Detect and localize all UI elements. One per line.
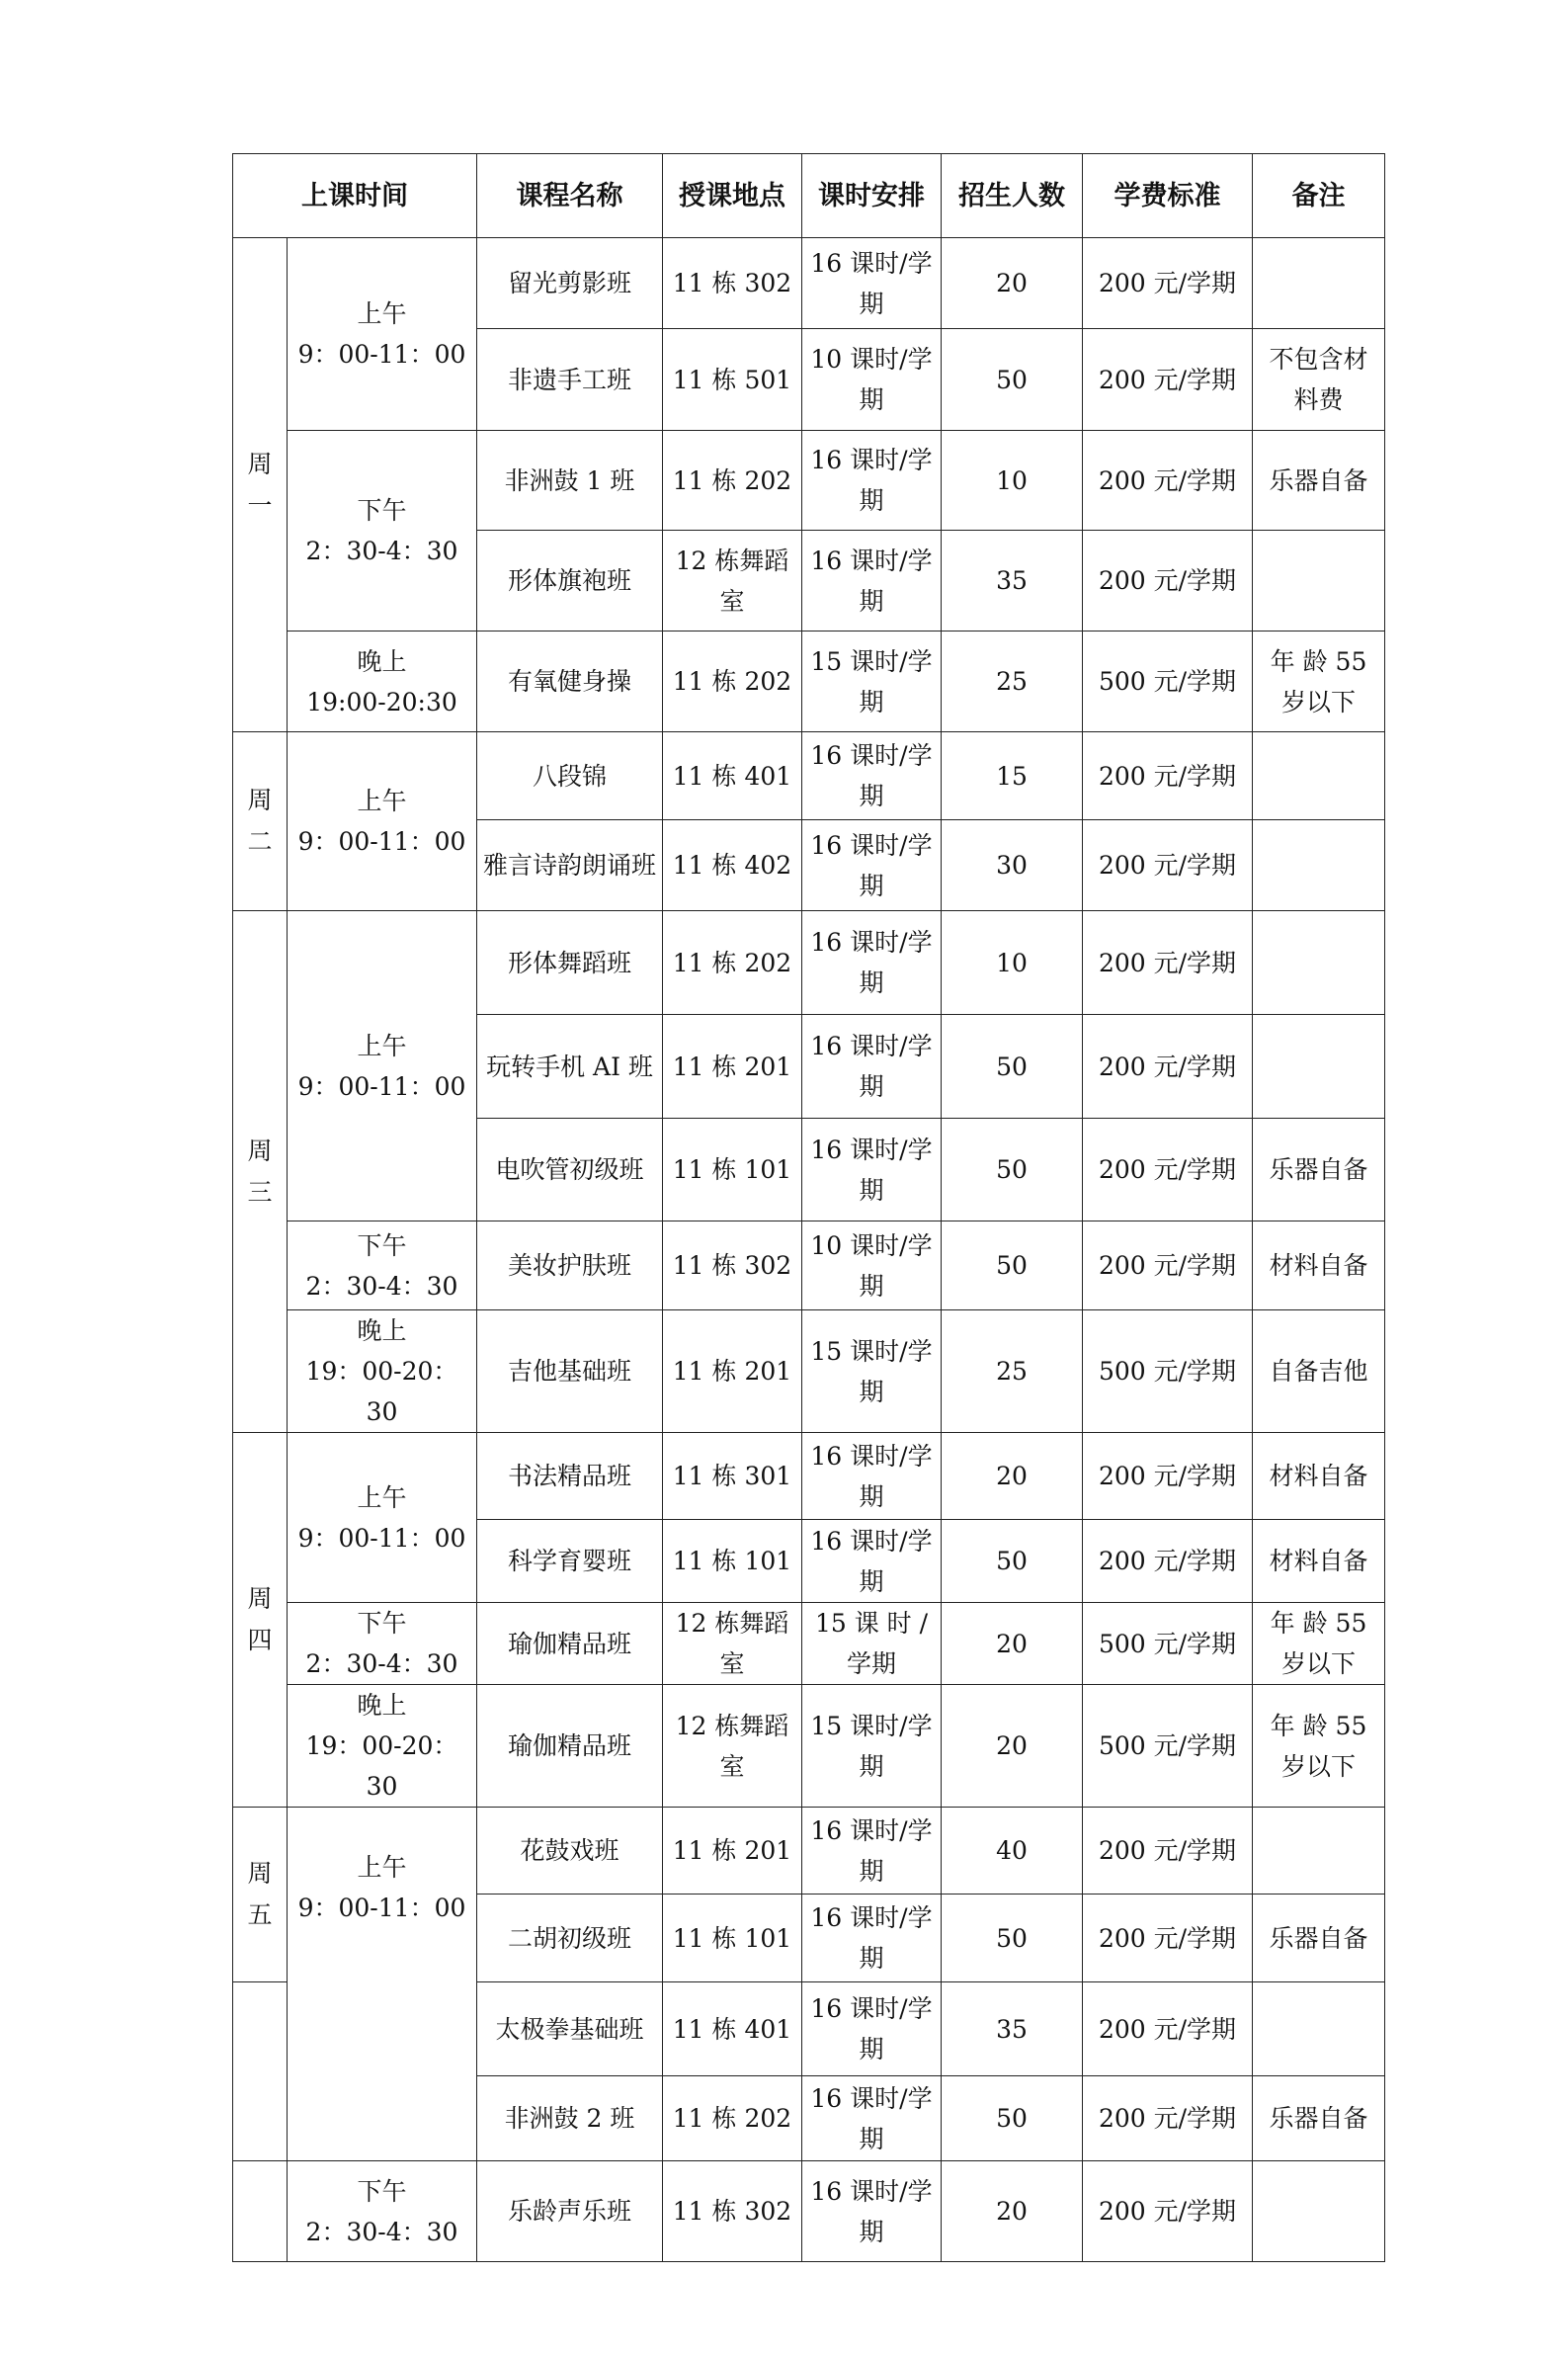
time-slot-cell: 下午 2：30-4：30 xyxy=(288,1221,477,1310)
hours-cell: 15 课 时 /学期 xyxy=(802,1603,942,1685)
course-name-cell: 瑜伽精品班 xyxy=(477,1603,663,1685)
header-count: 招生人数 xyxy=(942,154,1083,238)
course-name-cell: 玩转手机 AI 班 xyxy=(477,1015,663,1119)
day-cell-tuesday: 周 二 xyxy=(233,732,288,911)
note-cell: 年 龄 55 岁以下 xyxy=(1253,632,1385,732)
fee-cell: 200 元/学期 xyxy=(1083,820,1253,911)
course-name-cell: 太极拳基础班 xyxy=(477,1982,663,2076)
table-row xyxy=(233,238,1385,329)
time-slot-cell: 上午 9：00-11：00 xyxy=(288,1433,477,1603)
note-cell xyxy=(1253,1982,1385,2076)
course-name-cell: 留光剪影班 xyxy=(477,238,663,329)
time-slot-cell: 下午 2：30-4：30 xyxy=(288,2161,477,2262)
table-row xyxy=(233,911,1385,1015)
location-cell: 11 栋 202 xyxy=(663,431,802,531)
note-cell: 年 龄 55 岁以下 xyxy=(1253,1603,1385,1685)
enrollment-cell: 10 xyxy=(942,431,1083,531)
hours-cell: 16 课时/学期 xyxy=(802,1433,942,1520)
table-row xyxy=(233,632,1385,732)
hours-cell: 16 课时/学期 xyxy=(802,2161,942,2262)
hours-cell: 16 课时/学期 xyxy=(802,820,942,911)
fee-cell: 200 元/学期 xyxy=(1083,732,1253,820)
location-cell: 11 栋 101 xyxy=(663,1895,802,1982)
note-cell: 材料自备 xyxy=(1253,1520,1385,1603)
hours-cell: 16 课时/学期 xyxy=(802,1895,942,1982)
course-name-cell: 书法精品班 xyxy=(477,1433,663,1520)
day-cell-empty xyxy=(233,1982,288,2161)
course-name-cell: 二胡初级班 xyxy=(477,1895,663,1982)
enrollment-cell: 40 xyxy=(942,1808,1083,1895)
header-row xyxy=(233,154,1385,238)
table-row xyxy=(233,431,1385,531)
location-cell: 11 栋 201 xyxy=(663,1808,802,1895)
hours-cell: 16 课时/学期 xyxy=(802,2076,942,2161)
location-cell: 11 栋 302 xyxy=(663,238,802,329)
location-cell: 11 栋 501 xyxy=(663,329,802,431)
location-cell: 11 栋 101 xyxy=(663,1520,802,1603)
enrollment-cell: 25 xyxy=(942,632,1083,732)
location-cell: 11 栋 401 xyxy=(663,1982,802,2076)
note-cell xyxy=(1253,1015,1385,1119)
day-cell-monday: 周 一 xyxy=(233,238,288,732)
enrollment-cell: 20 xyxy=(942,1603,1083,1685)
location-cell: 11 栋 302 xyxy=(663,1221,802,1310)
table-row xyxy=(233,1433,1385,1520)
enrollment-cell: 50 xyxy=(942,329,1083,431)
fee-cell: 200 元/学期 xyxy=(1083,1808,1253,1895)
day-cell-friday: 周 五 xyxy=(233,1808,288,1982)
note-cell: 自备吉他 xyxy=(1253,1310,1385,1433)
enrollment-cell: 20 xyxy=(942,1685,1083,1808)
hours-cell: 16 课时/学期 xyxy=(802,732,942,820)
location-cell: 11 栋 202 xyxy=(663,2076,802,2161)
table-row xyxy=(233,1685,1385,1808)
header-time: 上课时间 xyxy=(233,154,477,238)
hours-cell: 15 课时/学期 xyxy=(802,632,942,732)
fee-cell: 200 元/学期 xyxy=(1083,911,1253,1015)
time-slot-cell: 晚上 19：00-20：30 xyxy=(288,1310,477,1433)
location-cell: 11 栋 302 xyxy=(663,2161,802,2262)
time-slot-cell: 上午 9：00-11：00 xyxy=(288,1808,477,2161)
fee-cell: 500 元/学期 xyxy=(1083,632,1253,732)
location-cell: 12 栋舞蹈室 xyxy=(663,1603,802,1685)
time-slot-cell: 下午 2：30-4：30 xyxy=(288,1603,477,1685)
location-cell: 11 栋 202 xyxy=(663,911,802,1015)
location-cell: 11 栋 401 xyxy=(663,732,802,820)
enrollment-cell: 50 xyxy=(942,2076,1083,2161)
course-name-cell: 非洲鼓 2 班 xyxy=(477,2076,663,2161)
enrollment-cell: 50 xyxy=(942,1015,1083,1119)
fee-cell: 500 元/学期 xyxy=(1083,1603,1253,1685)
day-cell-thursday: 周 四 xyxy=(233,1433,288,1808)
course-name-cell: 雅言诗韵朗诵班 xyxy=(477,820,663,911)
course-name-cell: 形体旗袍班 xyxy=(477,531,663,632)
hours-cell: 16 课时/学期 xyxy=(802,238,942,329)
note-cell xyxy=(1253,732,1385,820)
hours-cell: 16 课时/学期 xyxy=(802,1520,942,1603)
course-name-cell: 吉他基础班 xyxy=(477,1310,663,1433)
fee-cell: 500 元/学期 xyxy=(1083,1685,1253,1808)
table-row xyxy=(233,1310,1385,1433)
enrollment-cell: 50 xyxy=(942,1520,1083,1603)
table-row xyxy=(233,1221,1385,1310)
fee-cell: 200 元/学期 xyxy=(1083,329,1253,431)
fee-cell: 200 元/学期 xyxy=(1083,238,1253,329)
hours-cell: 15 课时/学期 xyxy=(802,1310,942,1433)
time-slot-cell: 下午 2：30-4：30 xyxy=(288,431,477,632)
enrollment-cell: 35 xyxy=(942,531,1083,632)
course-name-cell: 瑜伽精品班 xyxy=(477,1685,663,1808)
hours-cell: 16 课时/学期 xyxy=(802,1015,942,1119)
fee-cell: 200 元/学期 xyxy=(1083,1982,1253,2076)
note-cell: 乐器自备 xyxy=(1253,431,1385,531)
time-slot-cell: 上午 9：00-11：00 xyxy=(288,732,477,911)
note-cell: 材料自备 xyxy=(1253,1221,1385,1310)
hours-cell: 10 课时/学期 xyxy=(802,1221,942,1310)
location-cell: 11 栋 402 xyxy=(663,820,802,911)
enrollment-cell: 30 xyxy=(942,820,1083,911)
hours-cell: 15 课时/学期 xyxy=(802,1685,942,1808)
hours-cell: 10 课时/学期 xyxy=(802,329,942,431)
course-name-cell: 非洲鼓 1 班 xyxy=(477,431,663,531)
note-cell: 乐器自备 xyxy=(1253,2076,1385,2161)
fee-cell: 200 元/学期 xyxy=(1083,1119,1253,1221)
table-row xyxy=(233,732,1385,820)
course-name-cell: 电吹管初级班 xyxy=(477,1119,663,1221)
fee-cell: 200 元/学期 xyxy=(1083,2161,1253,2262)
header-note: 备注 xyxy=(1253,154,1385,238)
enrollment-cell: 50 xyxy=(942,1119,1083,1221)
note-cell: 不包含材料费 xyxy=(1253,329,1385,431)
enrollment-cell: 35 xyxy=(942,1982,1083,2076)
enrollment-cell: 20 xyxy=(942,2161,1083,2262)
course-name-cell: 形体舞蹈班 xyxy=(477,911,663,1015)
header-place: 授课地点 xyxy=(663,154,802,238)
hours-cell: 16 课时/学期 xyxy=(802,911,942,1015)
course-name-cell: 非遗手工班 xyxy=(477,329,663,431)
note-cell xyxy=(1253,531,1385,632)
enrollment-cell: 10 xyxy=(942,911,1083,1015)
fee-cell: 200 元/学期 xyxy=(1083,1895,1253,1982)
note-cell xyxy=(1253,238,1385,329)
fee-cell: 200 元/学期 xyxy=(1083,1221,1253,1310)
header-fee: 学费标准 xyxy=(1083,154,1253,238)
fee-cell: 200 元/学期 xyxy=(1083,531,1253,632)
table-row xyxy=(233,1808,1385,1895)
course-name-cell: 八段锦 xyxy=(477,732,663,820)
day-cell-empty xyxy=(233,2161,288,2262)
fee-cell: 200 元/学期 xyxy=(1083,431,1253,531)
day-cell-wednesday: 周 三 xyxy=(233,911,288,1433)
location-cell: 11 栋 201 xyxy=(663,1310,802,1433)
course-name-cell: 科学育婴班 xyxy=(477,1520,663,1603)
location-cell: 11 栋 101 xyxy=(663,1119,802,1221)
header-course: 课程名称 xyxy=(477,154,663,238)
hours-cell: 16 课时/学期 xyxy=(802,531,942,632)
fee-cell: 200 元/学期 xyxy=(1083,2076,1253,2161)
course-schedule-table xyxy=(232,153,1385,2262)
course-name-cell: 美妆护肤班 xyxy=(477,1221,663,1310)
header-hours: 课时安排 xyxy=(802,154,942,238)
note-cell: 材料自备 xyxy=(1253,1433,1385,1520)
schedule-body xyxy=(233,238,1385,2262)
time-slot-cell: 晚上 19:00-20:30 xyxy=(288,632,477,732)
note-cell xyxy=(1253,911,1385,1015)
note-cell xyxy=(1253,2161,1385,2262)
note-cell: 乐器自备 xyxy=(1253,1119,1385,1221)
time-slot-cell: 上午 9：00-11：00 xyxy=(288,238,477,431)
location-cell: 12 栋舞蹈室 xyxy=(663,1685,802,1808)
fee-cell: 200 元/学期 xyxy=(1083,1433,1253,1520)
location-cell: 11 栋 202 xyxy=(663,632,802,732)
note-cell: 乐器自备 xyxy=(1253,1895,1385,1982)
time-slot-cell: 晚上 19：00-20：30 xyxy=(288,1685,477,1808)
enrollment-cell: 20 xyxy=(942,1433,1083,1520)
enrollment-cell: 50 xyxy=(942,1221,1083,1310)
course-name-cell: 有氧健身操 xyxy=(477,632,663,732)
fee-cell: 200 元/学期 xyxy=(1083,1520,1253,1603)
time-slot-cell: 上午 9：00-11：00 xyxy=(288,911,477,1221)
fee-cell: 200 元/学期 xyxy=(1083,1015,1253,1119)
hours-cell: 16 课时/学期 xyxy=(802,1808,942,1895)
hours-cell: 16 课时/学期 xyxy=(802,1119,942,1221)
note-cell xyxy=(1253,1808,1385,1895)
enrollment-cell: 25 xyxy=(942,1310,1083,1433)
fee-cell: 500 元/学期 xyxy=(1083,1310,1253,1433)
enrollment-cell: 50 xyxy=(942,1895,1083,1982)
enrollment-cell: 20 xyxy=(942,238,1083,329)
hours-cell: 16 课时/学期 xyxy=(802,431,942,531)
location-cell: 11 栋 201 xyxy=(663,1015,802,1119)
hours-cell: 16 课时/学期 xyxy=(802,1982,942,2076)
course-name-cell: 乐龄声乐班 xyxy=(477,2161,663,2262)
enrollment-cell: 15 xyxy=(942,732,1083,820)
table-row xyxy=(233,1603,1385,1685)
location-cell: 12 栋舞蹈室 xyxy=(663,531,802,632)
location-cell: 11 栋 301 xyxy=(663,1433,802,1520)
course-name-cell: 花鼓戏班 xyxy=(477,1808,663,1895)
table-row xyxy=(233,2161,1385,2262)
note-cell: 年 龄 55 岁以下 xyxy=(1253,1685,1385,1808)
note-cell xyxy=(1253,820,1385,911)
